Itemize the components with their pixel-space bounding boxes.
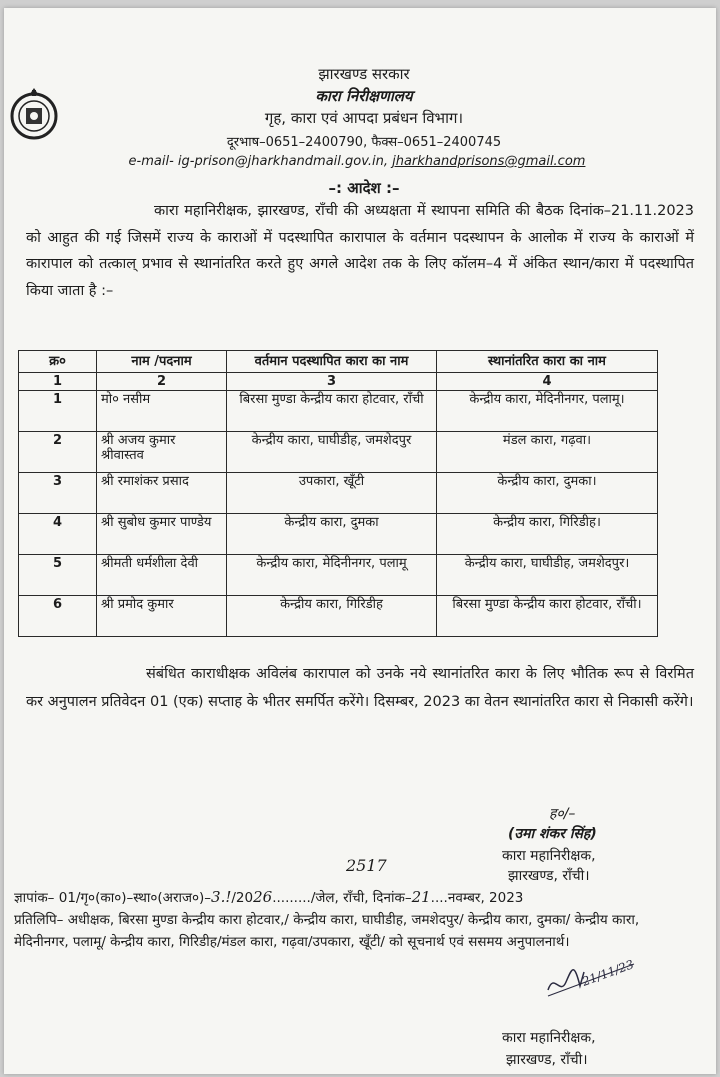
compliance-paragraph: [26, 660, 694, 716]
row-current-jail: केन्द्रीय कारा, घाघीडीह, जमशेदपुर: [227, 432, 437, 473]
row-name: मो० नसीम: [97, 391, 227, 432]
signatory-designation: कारा महानिरीक्षक,: [502, 848, 596, 864]
row-name: श्री सुबोध कुमार पाण्डेय: [97, 514, 227, 555]
col-header-name: नाम /पदनाम: [97, 351, 227, 373]
row-serial: 3: [19, 473, 97, 514]
memo-part: ........./जेल, राँची, दिनांक–: [272, 890, 412, 906]
col-number: 3: [227, 373, 437, 391]
row-transferred-jail: बिरसा मुण्डा केन्द्रीय कारा होटवार, राँची।: [437, 596, 658, 637]
signatory-name: (उमा शंकर सिंह): [508, 826, 597, 842]
table-row: [19, 391, 658, 432]
memo-handwritten: 21: [411, 888, 431, 906]
email-line: [102, 154, 612, 169]
footer-designation: कारा महानिरीक्षक,: [502, 1030, 596, 1046]
signatory-place: झारखण्ड, राँची।: [508, 868, 590, 884]
memo-block: [14, 886, 674, 953]
row-serial: 4: [19, 514, 97, 555]
memo-handwritten: 26: [253, 888, 273, 906]
row-serial: 1: [19, 391, 97, 432]
order-paragraph: [26, 198, 694, 304]
gov-name: झारखण्ड सरकार: [318, 65, 410, 83]
transfer-table: [18, 350, 658, 637]
row-name: श्रीमती धर्मशीला देवी: [97, 555, 227, 596]
row-transferred-jail: केन्द्रीय कारा, घाघीडीह, जमशेदपुर।: [437, 555, 658, 596]
col-number: 1: [19, 373, 97, 391]
memo-part: ज्ञापांक– 01/गृ०(का०)–स्था०(अराज०)–: [14, 890, 212, 906]
col-number: 4: [437, 373, 658, 391]
table-row: [19, 596, 658, 637]
compliance-paragraph-text: संबंधित काराधीक्षक अविलंब कारापाल को उनके नये स्थानांतरित कारा के लिए भौतिक रूप से विरमित कर अनुपालन प्रतिवेदन 01 (एक) सप्ताह के भीतर समर्पित करेंगे। दिसम्बर, 2023 का वेतन स्थानांतरित कारा से निकासी करेंगे।: [26, 666, 694, 710]
row-transferred-jail: केन्द्रीय कारा, मेदिनीनगर, पलामू।: [437, 391, 658, 432]
memo-number-line: [14, 886, 674, 909]
memo-part: /20: [231, 890, 254, 906]
table-row: [19, 555, 658, 596]
row-serial: 6: [19, 596, 97, 637]
footer-place: झारखण्ड, राँची।: [506, 1052, 588, 1068]
signed-mark: ह०/–: [549, 806, 576, 822]
col-header-current-jail: वर्तमान पदस्थापित कारा का नाम: [227, 351, 437, 373]
email-primary: e-mail- ig-prison@jharkhandmail.gov.in,: [128, 154, 393, 169]
state-emblem-icon: [8, 86, 60, 146]
order-paragraph-text: कारा महानिरीक्षक, झारखण्ड, राँची की अध्यक्षता में स्थापना समिति की बैठक दिनांक–21.11.2023 को आहुत की गई जिसमें राज्य के काराओं में पदस्थापित कारापाल के वर्तमान पदस्थापन के आलोक में राज्य के काराओं में कारापाल को तत्काल् प्रभाव से स्थानांतरित करते हुए अगले आदेश तक के लिए कॉलम–4 में अंकित स्थान/कारा में पदस्थापित किया जाता है :–: [26, 203, 694, 299]
table-header-row: [19, 351, 658, 373]
handwritten-signature-icon: [544, 952, 654, 1002]
signature-date: 21/11/23: [580, 957, 636, 989]
phone-fax-line: दूरभाष–0651–2400790, फैक्स–0651–2400745: [226, 135, 502, 150]
row-current-jail: केन्द्रीय कारा, गिरिडीह: [227, 596, 437, 637]
row-current-jail: केन्द्रीय कारा, मेदिनीनगर, पलामू: [227, 555, 437, 596]
table-row: [19, 473, 658, 514]
row-transferred-jail: केन्द्रीय कारा, गिरिडीह।: [437, 514, 658, 555]
row-current-jail: उपकारा, खूँटी: [227, 473, 437, 514]
row-name: श्री रमाशंकर प्रसाद: [97, 473, 227, 514]
memo-part: ....नवम्बर, 2023: [430, 890, 524, 906]
office-name: कारा निरीक्षणालय: [315, 87, 413, 105]
department-name: गृह, कारा एवं आपदा प्रबंधन विभाग।: [264, 109, 464, 127]
row-transferred-jail: मंडल कारा, गढ़वा।: [437, 432, 658, 473]
memo-handwritten: 3.!: [211, 888, 232, 906]
email-secondary: jharkhandprisons@gmail.com: [392, 154, 586, 169]
memo-copy-line: [14, 909, 674, 953]
column-number-row: [19, 373, 658, 391]
row-serial: 5: [19, 555, 97, 596]
row-serial: 2: [19, 432, 97, 473]
row-name: श्री प्रमोद कुमार: [97, 596, 227, 637]
row-current-jail: बिरसा मुण्डा केन्द्रीय कारा होटवार, राँची: [227, 391, 437, 432]
row-name: श्री अजय कुमार श्रीवास्तव: [97, 432, 227, 473]
order-title: –: आदेश :–: [328, 179, 400, 197]
row-current-jail: केन्द्रीय कारा, दुमका: [227, 514, 437, 555]
row-transferred-jail: केन्द्रीय कारा, दुमका।: [437, 473, 658, 514]
table-row: [19, 432, 658, 473]
memo-copy-text: प्रतिलिपि– अधीक्षक, बिरसा मुण्डा केन्द्रीय कारा होटवार,/ केन्द्रीय कारा, घाघीडीह, जमशेदपुर/ केन्द्रीय कारा, दुमका/ केन्द्रीय कारा, मेदिनीनगर, पलामू/ केन्द्रीय कारा, गिरिडीह/मंडल कारा, गढ़वा/उपकारा, खूँटी/ को सूचनार्थ एवं ससमय अनुपालनार्थ।: [14, 912, 640, 950]
handwritten-number: 2517: [346, 856, 387, 875]
col-header-transferred-jail: स्थानांतरित कारा का नाम: [437, 351, 658, 373]
col-header-serial: क्र०: [19, 351, 97, 373]
table-row: [19, 514, 658, 555]
col-number: 2: [97, 373, 227, 391]
document-page: [4, 8, 716, 1074]
